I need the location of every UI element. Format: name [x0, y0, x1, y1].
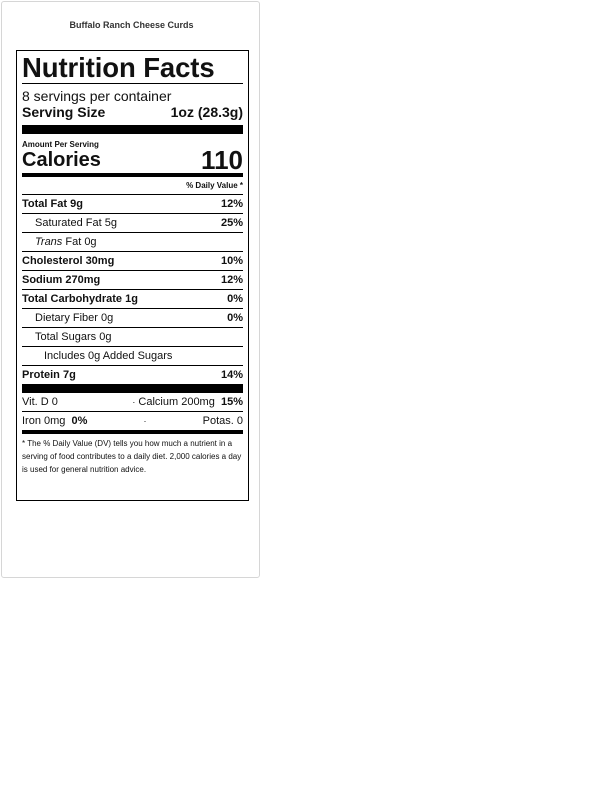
nutrient-row-trans-fat: [22, 232, 243, 251]
nutrient-name: Total Sugars 0g: [35, 331, 112, 343]
calories-row: [22, 145, 243, 175]
nutrition-facts-panel: [16, 50, 249, 501]
iron-label: Iron 0mg: [22, 415, 66, 427]
nutrient-name: Includes 0g Added Sugars: [44, 350, 173, 362]
servings-per-container: 8 servings per container: [22, 88, 172, 104]
thick-divider: [22, 384, 243, 393]
product-title: Buffalo Ranch Cheese Curds: [69, 20, 194, 30]
serving-size-value: 1oz (28.3g): [170, 104, 243, 120]
calories-value: 110: [201, 145, 243, 175]
nutrient-dv: 12%: [220, 198, 243, 210]
nutrient-name: Cholesterol 30mg: [22, 255, 115, 267]
nutrient-dv: 0%: [227, 293, 243, 305]
vitamin-d: Vit. D 0: [22, 396, 58, 408]
nutrient-dv: 14%: [220, 369, 243, 381]
nutrient-row-total-carbohydrate: [22, 289, 243, 308]
nutrient-name: Protein 7g: [22, 369, 76, 381]
nutrient-name: [22, 233, 97, 251]
label-card: [1, 1, 260, 578]
calcium: [132, 393, 243, 411]
trans-italic: Trans: [35, 236, 63, 248]
nutrient-row-sodium: [22, 270, 243, 289]
nutrient-row-saturated-fat: [22, 213, 243, 232]
nutrient-dv: 0%: [227, 312, 243, 324]
nutrient-row-added-sugars: [22, 346, 243, 365]
nutrient-dv: 12%: [220, 274, 243, 286]
vitamin-row-2: [22, 412, 243, 430]
nutrient-name: Saturated Fat 5g: [35, 217, 117, 229]
nutrient-name: Total Fat 9g: [22, 198, 83, 210]
nutrient-dv: 25%: [220, 217, 243, 229]
separator-dot: ·: [132, 397, 136, 407]
nutrient-name: Dietary Fiber 0g: [35, 312, 114, 324]
trans-rest: Fat 0g: [62, 236, 97, 248]
iron: [22, 412, 87, 430]
amount-per-serving: Amount Per Serving: [22, 140, 99, 149]
nutrient-row-total-fat: [22, 194, 243, 213]
potassium: Potas. 0: [202, 415, 243, 427]
vitamin-row-1: [22, 393, 243, 411]
nutrient-name: Total Carbohydrate 1g: [22, 293, 138, 305]
divider: [22, 83, 243, 84]
serving-size-row: [22, 104, 243, 125]
iron-dv: 0%: [71, 415, 88, 427]
calories-label: Calories: [22, 149, 101, 171]
thick-divider: [22, 125, 243, 134]
nutrient-row-protein: [22, 365, 243, 384]
daily-value-footnote: * The % Daily Value (DV) tells you how much a nutrient in a serving of food contributes to a daily diet. 2,000 calories a day is used for general nutrition advice.: [22, 439, 242, 474]
medium-divider: [22, 430, 243, 434]
calcium-label: Calcium 200mg: [138, 396, 215, 408]
serving-size-label: Serving Size: [22, 104, 106, 120]
nutrition-facts-heading: Nutrition Facts: [22, 52, 215, 83]
nutrient-row-cholesterol: [22, 251, 243, 270]
nutrient-name: Sodium 270mg: [22, 274, 101, 286]
nutrient-row-dietary-fiber: [22, 308, 243, 327]
separator-dot: ·: [143, 416, 147, 426]
calcium-dv: 15%: [220, 396, 243, 408]
daily-value-header: % Daily Value *: [186, 181, 243, 190]
nutrient-row-total-sugars: [22, 327, 243, 346]
nutrient-dv: 10%: [220, 255, 243, 267]
